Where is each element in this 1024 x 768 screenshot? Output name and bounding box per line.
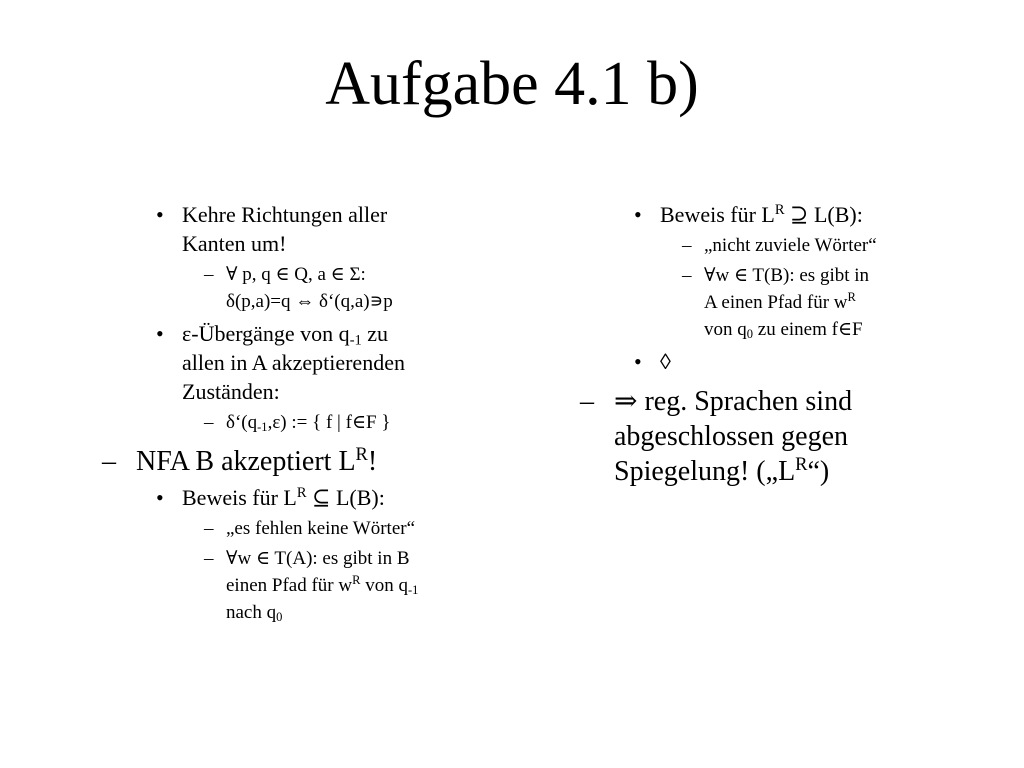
dash-marker: – bbox=[580, 386, 594, 417]
bullet-proof-subset bbox=[100, 483, 520, 512]
dash-marker: – bbox=[204, 264, 214, 285]
sub-item-line: A einen Pfad für $w^R$ bbox=[704, 290, 856, 313]
dash-item-conclusion bbox=[578, 384, 998, 489]
sub-item-line: von $q_0$ zu einem f∈F bbox=[704, 319, 863, 342]
sub-item-line: δ(p,a)=q ⇔ δ‘(q,a)∍p bbox=[226, 291, 393, 312]
bullet-reverse-edges bbox=[100, 200, 520, 258]
sub-item-line: ∀w ∈ T(B): es gibt in bbox=[704, 265, 870, 286]
sub-item-line: einen Pfad für $w^R$ von $q_{-1}$ bbox=[226, 573, 419, 598]
sub-item-epsilon-definition bbox=[100, 409, 520, 436]
dash-marker: – bbox=[102, 446, 116, 477]
dash-item-line: abgeschlossen gegen bbox=[614, 421, 849, 452]
dash-item-line: ⇒ reg. Sprachen sind bbox=[614, 386, 853, 417]
bullet-diamond bbox=[578, 347, 998, 376]
bullet-marker: • bbox=[634, 349, 642, 374]
right-column bbox=[578, 196, 998, 493]
bullet-line: Beweis für $L^R$ ⊆ L(B): bbox=[182, 485, 385, 510]
sub-item-transition-definition bbox=[100, 261, 520, 315]
sub-item-line: ∀w ∈ T(A): es gibt in B bbox=[226, 548, 410, 569]
dash-marker: – bbox=[204, 412, 214, 433]
dash-marker: – bbox=[204, 548, 214, 569]
sub-item-line: ∀ p, q ∈ Q, a ∈ Σ: bbox=[226, 264, 366, 285]
bullet-line: ε-Übergänge von $q_{-1}$ zu bbox=[182, 321, 389, 349]
bullet-marker: • bbox=[156, 202, 164, 227]
bullet-marker: • bbox=[634, 202, 642, 227]
bullet-line: allen in A akzeptierenden bbox=[182, 350, 405, 375]
slide-title: Aufgabe 4.1 b) bbox=[325, 50, 699, 118]
sub-item-line: „nicht zuviele Wörter“ bbox=[704, 235, 877, 256]
dash-marker: – bbox=[682, 235, 692, 256]
diamond-icon: ◊ bbox=[660, 349, 671, 374]
bullet-line: Beweis für $L^R$ ⊇ L(B): bbox=[660, 202, 863, 227]
dash-marker: – bbox=[682, 265, 692, 286]
bullet-proof-superset bbox=[578, 200, 998, 229]
bullet-epsilon-transitions bbox=[100, 319, 520, 406]
dash-item-line: Spiegelung! $(„L^R“)$ bbox=[614, 453, 830, 487]
sub-item-line: nach $q_0$ bbox=[226, 602, 283, 625]
bullet-line: Kanten um! bbox=[182, 231, 287, 256]
bullet-line: Kehre Richtungen aller bbox=[182, 202, 388, 227]
bullet-line: Zuständen: bbox=[182, 379, 280, 404]
bullet-marker: • bbox=[156, 485, 164, 510]
sub-item-not-too-many-words bbox=[578, 232, 998, 259]
dash-item-nfa-accepts bbox=[100, 444, 520, 479]
sub-item-line: „es fehlen keine Wörter“ bbox=[226, 518, 416, 539]
bullet-marker: • bbox=[156, 321, 164, 346]
sub-item-path-in-b bbox=[100, 545, 520, 626]
dash-marker: – bbox=[204, 518, 214, 539]
left-column bbox=[100, 196, 520, 629]
sub-item-line: $\delta‘(q_{-1},\varepsilon)$ := { f | f∈F } bbox=[226, 412, 391, 435]
sub-item-path-in-a bbox=[578, 262, 998, 343]
dash-item-line: NFA B akzeptiert $L^R$! bbox=[136, 443, 378, 477]
sub-item-no-missing-words bbox=[100, 515, 520, 542]
